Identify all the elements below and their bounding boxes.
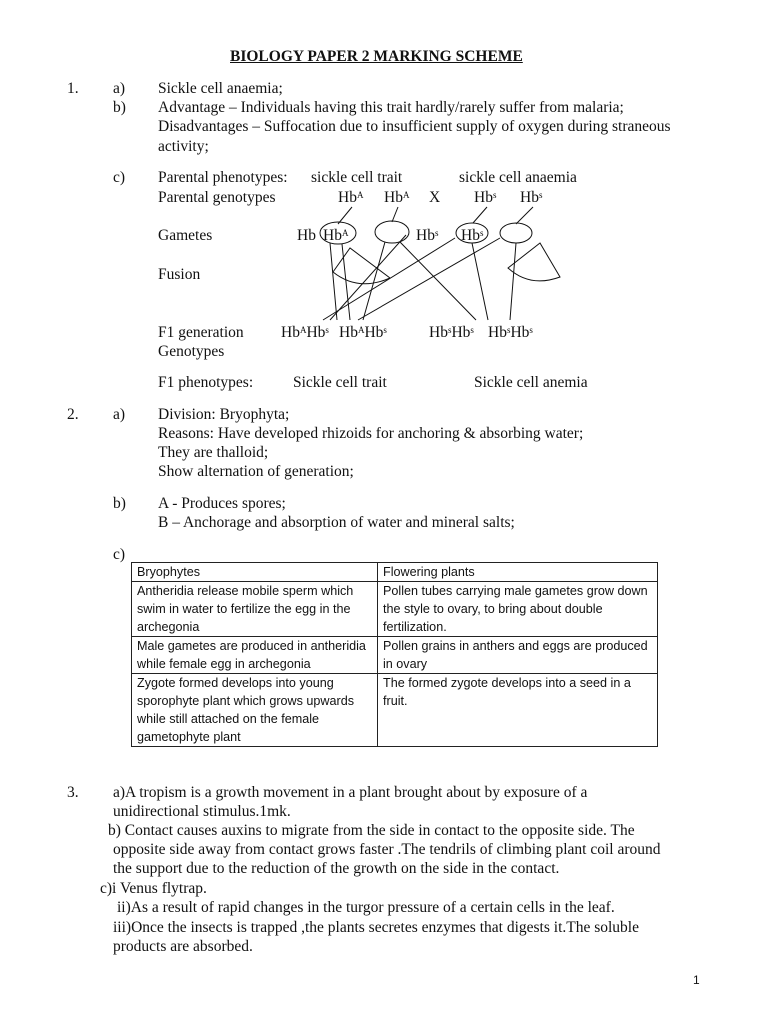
parent-to-gamete-line [338,207,352,224]
gamete-circle [456,223,488,243]
q3-ciii-line1: iii)Once the insects is trapped ,the plants secretes enzymes that digests it.The soluble [113,919,639,936]
fusion-line [342,244,350,320]
gamete: Hb [297,227,316,244]
q2-b-line1: A - Produces spores; [158,495,286,512]
f1-phenotype-left: Sickle cell trait [293,374,387,391]
table-header: Bryophytes [132,563,378,582]
parent-to-gamete-line [473,207,487,223]
page-number: 1 [693,973,700,987]
fusion-line [400,242,476,320]
table-row [132,674,658,747]
q2-a-line4: Show alternation of generation; [158,463,354,480]
q1-c-label: c) [113,169,126,186]
table-row [132,637,658,674]
parent-to-gamete-line [392,207,398,222]
table-cell: Antheridia release mobile sperm which swim in water to fertilize the egg in the archegonia [132,582,378,637]
parent-allele: Hb$^s$ [474,189,497,206]
table-header: Flowering plants [378,563,658,582]
q3-a-line1: a)A tropism is a growth movement in a plant brought about by exposure of a [113,784,588,801]
q2-a-line1: Division: Bryophyta; [158,406,290,423]
table-cell: Pollen tubes carrying male gametes grow down the style to ovary, to bring about double fertilization. [378,582,658,637]
q2-a-line2: Reasons: Have developed rhizoids for anchoring & absorbing water; [158,425,584,442]
q2-b-line2: B – Anchorage and absorption of water and mineral salts; [158,514,515,531]
cross-symbol: X [429,189,441,206]
fusion-line [472,243,488,320]
parental-phenotypes-label: Parental phenotypes: [158,169,288,186]
q2-b-label: b) [113,495,126,512]
f1-generation-label: F1 generation [158,324,244,341]
gametes-label: Gametes [158,227,213,244]
phenotype-right: sickle cell anaemia [459,169,577,186]
phenotype-left: sickle cell trait [311,169,403,186]
f1-phenotypes-label: F1 phenotypes: [158,374,254,391]
fusion-line [510,243,516,320]
q3-ciii-line2: products are absorbed. [113,938,253,955]
q1-b-line1: Advantage – Individuals having this trait hardly/rarely suffer from malaria; [158,99,624,116]
table-cell: Pollen grains in anthers and eggs are produced in ovary [378,637,658,674]
gamete-circle [320,222,356,244]
table-header-row [132,563,658,582]
parent-allele: $Hb^A$ [384,189,410,206]
f1-phenotype-right: Sickle cell anemia [474,374,588,391]
genotypes-label: Genotypes [158,343,225,360]
fusion-label: Fusion [158,266,201,283]
gamete-circle [375,221,409,243]
q1-a-text: Sickle cell anaemia; [158,80,283,97]
q1-b-line3: activity; [158,138,209,155]
gamete: Hb$^s$ [416,227,439,244]
q2-a-line3: They are thalloid; [158,444,269,461]
table-cell: Zygote formed develops into young sporophyte plant which grows upwards while still attached on the female gametophyte plant [132,674,378,747]
q3-b-line3: the support due to the reduction of the growth on the side in the contact. [113,860,560,877]
f1-genotype: Hb$^s$Hb$^s$ [429,324,474,341]
q2-a-label: a) [113,406,126,423]
fusion-line [358,238,500,320]
q3-cii: ii)As a result of rapid changes in the turgor pressure of a certain cells in the leaf. [117,899,615,916]
q2-c-label: c) [113,546,126,563]
f1-genotype: $Hb^AHb^s$ [281,324,329,341]
q1-number: 1. [67,80,79,97]
q3-ci: c)i Venus flytrap. [100,880,207,897]
q3-a-line2: unidirectional stimulus.1mk. [113,803,291,820]
q3-number: 3. [67,784,79,801]
q3-b-line1: b) Contact causes auxins to migrate from the side in contact to the opposite side. The [108,822,635,839]
table-cell: The formed zygote develops into a seed in a fruit. [378,674,658,747]
q1-a-label: a) [113,80,126,97]
parent-to-gamete-line [516,207,533,224]
q3-b-line2: opposite side away from contact grows faster .The tendrils of climbing plant coil around [113,841,661,858]
gamete: $Hb^A$ [323,227,349,244]
page-title: BIOLOGY PAPER 2 MARKING SCHEME [230,48,523,65]
comparison-table [131,562,658,747]
q1-b-label: b) [113,99,126,116]
parental-genotypes-label: Parental genotypes [158,189,276,206]
f1-genotype: Hb$^s$Hb$^s$ [488,324,533,341]
gamete: Hb$^s$ [461,227,484,244]
table-cell: Male gametes are produced in antheridia while female egg in archegonia [132,637,378,674]
parent-allele: $Hb^A$ [338,189,364,206]
gamete-circle [500,223,532,243]
f1-genotype: $Hb^AHb^s$ [339,324,387,341]
q2-number: 2. [67,406,79,423]
table-row [132,582,658,637]
q1-b-line2: Disadvantages – Suffocation due to insufficient supply of oxygen during straneous [158,118,671,135]
fusion-line [330,243,337,320]
parent-allele: Hb$^s$ [520,189,543,206]
